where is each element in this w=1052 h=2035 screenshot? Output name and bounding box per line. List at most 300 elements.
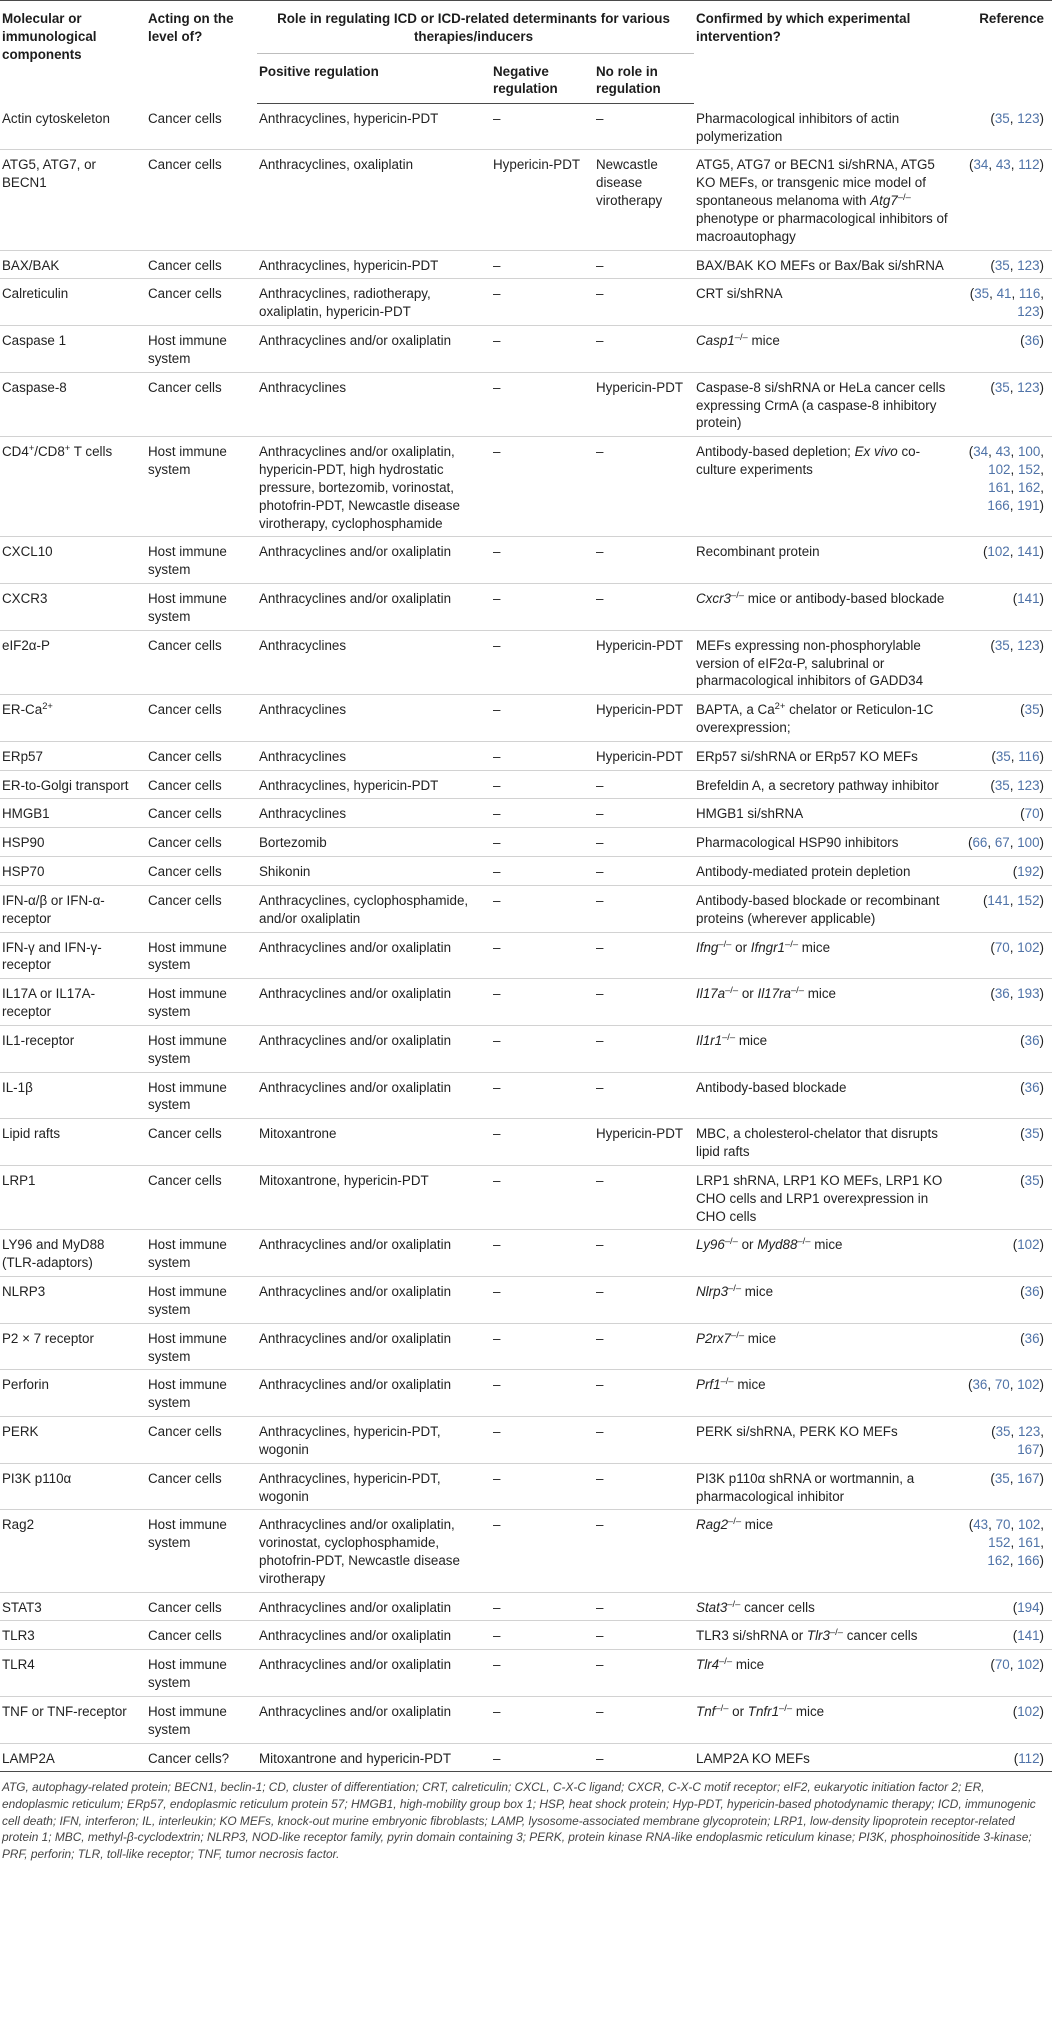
header-positive: Positive regulation: [257, 53, 491, 104]
reference-link[interactable]: 36: [1024, 333, 1040, 349]
cell-level: Host immune system: [146, 1510, 257, 1592]
reference-link[interactable]: 35: [995, 1424, 1011, 1440]
cell-component: Perforin: [0, 1370, 146, 1417]
table-row: [0, 326, 1052, 373]
cell-reference: (34, 43, 100, 102, 152, 161, 162, 166, 191): [962, 437, 1052, 537]
cell-positive: Mitoxantrone and hypericin-PDT: [257, 1743, 491, 1772]
reference-link[interactable]: 141: [1017, 544, 1040, 560]
cell-component: CD4+/CD8+ T cells: [0, 437, 146, 537]
cell-positive: Anthracyclines: [257, 741, 491, 770]
table-row: [0, 1277, 1052, 1324]
reference-link[interactable]: 123: [1017, 257, 1040, 273]
reference-link[interactable]: 152: [1017, 462, 1041, 478]
cell-level: Cancer cells: [146, 770, 257, 799]
reference-link[interactable]: 43: [995, 157, 1011, 173]
cell-intervention: Antibody-based blockade or recombinant proteins (wherever applicable): [694, 885, 962, 932]
cell-intervention: Tlr4–/– mice: [694, 1650, 962, 1697]
header-intervention: Confirmed by which experimental intervention?: [694, 1, 962, 104]
cell-positive: Anthracyclines, hypericin-PDT: [257, 770, 491, 799]
cell-reference: (194): [962, 1592, 1052, 1621]
cell-intervention: Brefeldin A, a secretory pathway inhibitor: [694, 770, 962, 799]
reference-link[interactable]: 102: [1017, 939, 1040, 955]
reference-link[interactable]: 35: [1024, 1172, 1040, 1188]
reference-link[interactable]: 193: [1017, 986, 1040, 1002]
cell-intervention: BAPTA, a $Ca^{2+}$ chelator or Reticulon-1C overexpression;: [694, 695, 962, 742]
cell-norole: –: [594, 1510, 694, 1592]
cell-component: PI3K p110α: [0, 1463, 146, 1510]
cell-positive: Anthracyclines, hypericin-PDT, wogonin: [257, 1463, 491, 1510]
reference-link[interactable]: 102: [1017, 1517, 1041, 1533]
cell-positive: Anthracyclines, hypericin-PDT, wogonin: [257, 1417, 491, 1464]
reference-link[interactable]: 35: [974, 286, 990, 302]
table-row: [0, 1510, 1052, 1592]
cell-level: Host immune system: [146, 1323, 257, 1370]
cell-component: Lipid rafts: [0, 1119, 146, 1166]
cell-positive: Anthracyclines and/or oxaliplatin: [257, 1650, 491, 1697]
reference-link[interactable]: 102: [987, 544, 1010, 560]
cell-reference: (36, 70, 102): [962, 1370, 1052, 1417]
reference-link[interactable]: 36: [1024, 1032, 1040, 1048]
cell-negative: –: [491, 1119, 594, 1166]
reference-link[interactable]: 162: [1017, 479, 1041, 495]
reference-link[interactable]: 112: [1018, 1750, 1040, 1766]
cell-component: $ER-Ca^{2+}$: [0, 695, 146, 742]
reference-link[interactable]: 36: [1024, 1330, 1040, 1346]
table-row: [0, 1417, 1052, 1464]
reference-link[interactable]: 123: [1017, 1424, 1041, 1440]
cell-negative: –: [491, 537, 594, 584]
cell-norole: –: [594, 104, 694, 150]
cell-positive: Anthracyclines, hypericin-PDT: [257, 250, 491, 279]
cell-norole: –: [594, 537, 694, 584]
reference-link[interactable]: 102: [988, 462, 1011, 478]
cell-level: Host immune system: [146, 1230, 257, 1277]
reference-link[interactable]: 35: [994, 110, 1010, 126]
cell-level: Host immune system: [146, 1277, 257, 1324]
reference-link[interactable]: 100: [1017, 835, 1040, 851]
cell-intervention: ERp57 si/shRNA or ERp57 KO MEFs: [694, 741, 962, 770]
cell-negative: –: [491, 1650, 594, 1697]
cell-level: Host immune system: [146, 1650, 257, 1697]
cell-level: Cancer cells: [146, 1463, 257, 1510]
cell-positive: Anthracyclines and/or oxaliplatin: [257, 584, 491, 631]
cell-negative: –: [491, 584, 594, 631]
table-row: [0, 1650, 1052, 1697]
cell-level: Host immune system: [146, 1025, 257, 1072]
cell-level: Cancer cells: [146, 1165, 257, 1229]
cell-norole: –: [594, 885, 694, 932]
cell-intervention: Rag2–/– mice: [694, 1510, 962, 1592]
cell-norole: Hypericin-PDT: [594, 741, 694, 770]
reference-link[interactable]: 102: [1017, 1703, 1040, 1719]
table-row: [0, 741, 1052, 770]
cell-component: LY96 and MyD88 (TLR-adaptors): [0, 1230, 146, 1277]
table-row: [0, 932, 1052, 979]
reference-link[interactable]: 123: [1017, 304, 1040, 320]
cell-level: Host immune system: [146, 979, 257, 1026]
reference-link[interactable]: 123: [1017, 637, 1040, 653]
cell-norole: –: [594, 1463, 694, 1510]
cell-reference: (36): [962, 1025, 1052, 1072]
cell-component: IL1-receptor: [0, 1025, 146, 1072]
table-row: [0, 1025, 1052, 1072]
cell-intervention: Tnf–/– or Tnfr1–/– mice: [694, 1696, 962, 1743]
table-row: [0, 437, 1052, 537]
cell-intervention: TLR3 si/shRNA or Tlr3–/– cancer cells: [694, 1621, 962, 1650]
table-row: [0, 1119, 1052, 1166]
cell-intervention: P2rx7–/– mice: [694, 1323, 962, 1370]
cell-negative: –: [491, 979, 594, 1026]
cell-intervention: PI3K p110α shRNA or wortmannin, a pharmacological inhibitor: [694, 1463, 962, 1510]
cell-component: TLR4: [0, 1650, 146, 1697]
cell-positive: Anthracyclines, cyclophosphamide, and/or oxaliplatin: [257, 885, 491, 932]
cell-reference: (70, 102): [962, 1650, 1052, 1697]
cell-positive: Anthracyclines and/or oxaliplatin, hypericin-PDT, high hydrostatic pressure, bortezomib, vorinostat, photofrin-PDT, Newcastle disease virotherapy, cyclophosphamide: [257, 437, 491, 537]
table-footnote: ATG, autophagy-related protein; BECN1, beclin-1; CD, cluster of differentiation; CRT, calreticulin; CXCL, C-X-C ligand; CXCR, C-X-C motif receptor; eIF2, eukaryotic initiation factor 2; ER, endoplasmic reticulum; ERp57, endoplasmic reticulum protein 57; HMGB1, high-mobility group box 1; HSP, heat shock protein; Hyp-PDT, hypericin-based photodynamic therapy; ICD, immunogenic cell death; IFN, interferon; IL, interleukin; KO MEFs, knock-out murine embryonic fibroblasts; LAMP, lysosome-associated membrane glycoprotein; LRP1, low-density lipoprotein receptor-related protein 1; MBC, methyl-β-cyclodextrin; NLRP3, NOD-like receptor family, pyrin domain containing 3; PERK, protein kinase RNA-like endoplasmic reticulum kinase; PI3K, phosphoinositide 3-kinase; PRF, perforin; TLR, toll-like receptor; TNF, tumor necrosis factor.: [2, 1780, 1036, 1862]
reference-link[interactable]: 123: [1017, 379, 1040, 395]
cell-reference: (66, 67, 100): [962, 828, 1052, 857]
cell-norole: –: [594, 1323, 694, 1370]
cell-component: STAT3: [0, 1592, 146, 1621]
cell-intervention: Stat3–/– cancer cells: [694, 1592, 962, 1621]
reference-link[interactable]: 35: [995, 748, 1011, 764]
cell-level: Host immune system: [146, 1072, 257, 1119]
cell-negative: –: [491, 1370, 594, 1417]
cell-positive: Mitoxantrone, hypericin-PDT: [257, 1165, 491, 1229]
cell-level: Cancer cells: [146, 104, 257, 150]
cell-norole: –: [594, 279, 694, 326]
reference-link[interactable]: 66: [972, 835, 988, 851]
cell-level: Cancer cells: [146, 1417, 257, 1464]
cell-level: Cancer cells: [146, 695, 257, 742]
cell-intervention: Ly96–/– or Myd88–/– mice: [694, 1230, 962, 1277]
cell-positive: Anthracyclines and/or oxaliplatin: [257, 979, 491, 1026]
cell-reference: (35, 123): [962, 372, 1052, 436]
cell-reference: (141, 152): [962, 885, 1052, 932]
cell-norole: –: [594, 326, 694, 373]
reference-link[interactable]: 67: [994, 835, 1010, 851]
cell-level: Cancer cells: [146, 150, 257, 250]
cell-negative: –: [491, 695, 594, 742]
cell-reference: (35, 123): [962, 250, 1052, 279]
cell-level: Host immune system: [146, 584, 257, 631]
cell-norole: –: [594, 437, 694, 537]
reference-link[interactable]: 100: [1017, 444, 1041, 460]
cell-norole: –: [594, 1650, 694, 1697]
cell-reference: (36): [962, 1072, 1052, 1119]
cell-component: NLRP3: [0, 1277, 146, 1324]
reference-link[interactable]: 116: [1018, 748, 1040, 764]
cell-component: TLR3: [0, 1621, 146, 1650]
cell-positive: Anthracyclines and/or oxaliplatin: [257, 537, 491, 584]
cell-reference: (36): [962, 326, 1052, 373]
cell-norole: –: [594, 1417, 694, 1464]
table-row: [0, 828, 1052, 857]
cell-component: Actin cytoskeleton: [0, 104, 146, 150]
cell-level: Cancer cells: [146, 741, 257, 770]
cell-intervention: Prf1–/– mice: [694, 1370, 962, 1417]
cell-norole: Hypericin-PDT: [594, 695, 694, 742]
cell-level: Cancer cells: [146, 630, 257, 694]
reference-link[interactable]: 34: [973, 157, 989, 173]
cell-norole: –: [594, 857, 694, 886]
cell-level: Host immune system: [146, 437, 257, 537]
cell-reference: (36, 193): [962, 979, 1052, 1026]
cell-norole: –: [594, 1230, 694, 1277]
table-row: [0, 770, 1052, 799]
table-row: [0, 1621, 1052, 1650]
reference-link[interactable]: 141: [1017, 591, 1040, 607]
reference-link[interactable]: 70: [994, 1377, 1010, 1393]
reference-link[interactable]: 191: [1017, 497, 1040, 513]
cell-positive: Anthracyclines: [257, 695, 491, 742]
cell-intervention: Il17a–/– or Il17ra–/– mice: [694, 979, 962, 1026]
cell-positive: Anthracyclines and/or oxaliplatin: [257, 1592, 491, 1621]
cell-negative: Hypericin-PDT: [491, 150, 594, 250]
cell-intervention: MEFs expressing non-phosphorylable version of eIF2α-P, salubrinal or pharmacological inhibitors of GADD34: [694, 630, 962, 694]
cell-level: Cancer cells: [146, 1119, 257, 1166]
cell-positive: Anthracyclines and/or oxaliplatin: [257, 1025, 491, 1072]
cell-intervention: Caspase-8 si/shRNA or HeLa cancer cells expressing CrmA (a caspase-8 inhibitory protein): [694, 372, 962, 436]
cell-level: Cancer cells?: [146, 1743, 257, 1772]
cell-component: Caspase-8: [0, 372, 146, 436]
reference-link[interactable]: 70: [994, 1657, 1010, 1673]
cell-reference: (102): [962, 1696, 1052, 1743]
cell-component: Caspase 1: [0, 326, 146, 373]
reference-link[interactable]: 36: [1024, 1079, 1040, 1095]
reference-link[interactable]: 112: [1018, 157, 1040, 173]
cell-positive: Anthracyclines: [257, 372, 491, 436]
cell-negative: –: [491, 104, 594, 150]
cell-intervention: Antibody-based blockade: [694, 1072, 962, 1119]
table-row: [0, 799, 1052, 828]
cell-intervention: Ifng–/– or Ifngr1–/– mice: [694, 932, 962, 979]
cell-level: Host immune system: [146, 1696, 257, 1743]
reference-link[interactable]: 70: [994, 939, 1010, 955]
table-row: [0, 1743, 1052, 1772]
cell-component: LAMP2A: [0, 1743, 146, 1772]
table-row: [0, 630, 1052, 694]
reference-link[interactable]: 43: [973, 1517, 989, 1533]
cell-reference: (36): [962, 1277, 1052, 1324]
cell-reference: (35, 123): [962, 770, 1052, 799]
cell-level: Cancer cells: [146, 372, 257, 436]
cell-negative: –: [491, 799, 594, 828]
cell-positive: Anthracyclines and/or oxaliplatin: [257, 932, 491, 979]
reference-link[interactable]: 152: [988, 1535, 1011, 1551]
cell-negative: –: [491, 279, 594, 326]
cell-norole: –: [594, 979, 694, 1026]
reference-link[interactable]: 34: [973, 444, 989, 460]
cell-negative: –: [491, 828, 594, 857]
cell-norole: –: [594, 250, 694, 279]
cell-component: HMGB1: [0, 799, 146, 828]
cell-reference: (43, 70, 102, 152, 161, 162, 166): [962, 1510, 1052, 1592]
reference-link[interactable]: 123: [1017, 777, 1040, 793]
cell-reference: (35): [962, 1119, 1052, 1166]
reference-link[interactable]: 194: [1017, 1599, 1040, 1615]
reference-link[interactable]: 35: [1024, 1126, 1040, 1142]
reference-link[interactable]: 43: [995, 444, 1011, 460]
cell-negative: –: [491, 326, 594, 373]
cell-norole: –: [594, 932, 694, 979]
cell-negative: –: [491, 1621, 594, 1650]
cell-component: IL-1β: [0, 1072, 146, 1119]
cell-intervention: LAMP2A KO MEFs: [694, 1743, 962, 1772]
cell-component: Calreticulin: [0, 279, 146, 326]
table-row: [0, 1463, 1052, 1510]
reference-link[interactable]: 36: [1024, 1284, 1040, 1300]
cell-positive: Shikonin: [257, 857, 491, 886]
cell-negative: –: [491, 885, 594, 932]
cell-component: ERp57: [0, 741, 146, 770]
cell-component: IFN-α/β or IFN-α-receptor: [0, 885, 146, 932]
cell-component: ATG5, ATG7, or BECN1: [0, 150, 146, 250]
table-header: [0, 1, 1052, 104]
reference-link[interactable]: 162: [987, 1552, 1010, 1568]
cell-positive: Anthracyclines and/or oxaliplatin: [257, 326, 491, 373]
cell-level: Cancer cells: [146, 857, 257, 886]
cell-component: IFN-γ and IFN-γ-receptor: [0, 932, 146, 979]
cell-negative: –: [491, 1463, 594, 1510]
cell-norole: –: [594, 1370, 694, 1417]
cell-reference: (36): [962, 1323, 1052, 1370]
cell-intervention: HMGB1 si/shRNA: [694, 799, 962, 828]
cell-intervention: BAX/BAK KO MEFs or Bax/Bak si/shRNA: [694, 250, 962, 279]
cell-component: P2 × 7 receptor: [0, 1323, 146, 1370]
table-row: [0, 372, 1052, 436]
header-reference: Reference: [962, 1, 1052, 104]
reference-link[interactable]: 36: [972, 1377, 988, 1393]
cell-negative: –: [491, 250, 594, 279]
reference-link[interactable]: 35: [994, 777, 1010, 793]
cell-reference: (35, 123): [962, 104, 1052, 150]
cell-negative: –: [491, 1072, 594, 1119]
reference-link[interactable]: 192: [1017, 864, 1040, 880]
reference-link[interactable]: 35: [994, 257, 1010, 273]
cell-reference: (70, 102): [962, 932, 1052, 979]
cell-negative: –: [491, 1417, 594, 1464]
reference-link[interactable]: 123: [1017, 110, 1040, 126]
cell-norole: Hypericin-PDT: [594, 372, 694, 436]
reference-link[interactable]: 161: [988, 479, 1011, 495]
cell-positive: Bortezomib: [257, 828, 491, 857]
cell-component: LRP1: [0, 1165, 146, 1229]
reference-link[interactable]: 41: [996, 286, 1012, 302]
cell-negative: –: [491, 1696, 594, 1743]
cell-reference: (35, 41, 116, 123): [962, 279, 1052, 326]
reference-link[interactable]: 141: [987, 892, 1010, 908]
cell-intervention: Antibody-based depletion; Ex vivo co-culture experiments: [694, 437, 962, 537]
header-negative: Negative regulation: [491, 53, 594, 104]
table-row: [0, 1230, 1052, 1277]
cell-positive: Anthracyclines and/or oxaliplatin: [257, 1621, 491, 1650]
cell-positive: Anthracyclines and/or oxaliplatin: [257, 1696, 491, 1743]
cell-reference: (112): [962, 1743, 1052, 1772]
cell-component: CXCL10: [0, 537, 146, 584]
table-row: [0, 979, 1052, 1026]
cell-reference: (35, 167): [962, 1463, 1052, 1510]
cell-intervention: LRP1 shRNA, LRP1 KO MEFs, LRP1 KO CHO cells and LRP1 overexpression in CHO cells: [694, 1165, 962, 1229]
reference-link[interactable]: 166: [987, 497, 1010, 513]
table-row: [0, 695, 1052, 742]
reference-link[interactable]: 167: [1017, 1441, 1040, 1457]
cell-negative: –: [491, 437, 594, 537]
cell-norole: –: [594, 1277, 694, 1324]
reference-link[interactable]: 70: [995, 1517, 1011, 1533]
table-row: [0, 1370, 1052, 1417]
cell-component: TNF or TNF-receptor: [0, 1696, 146, 1743]
cell-reference: (141): [962, 1621, 1052, 1650]
cell-norole: –: [594, 828, 694, 857]
reference-link[interactable]: 35: [1024, 702, 1040, 718]
cell-reference: (35): [962, 1165, 1052, 1229]
table-row: [0, 885, 1052, 932]
cell-intervention: Antibody-mediated protein depletion: [694, 857, 962, 886]
table-row: [0, 104, 1052, 150]
cell-component: BAX/BAK: [0, 250, 146, 279]
reference-link[interactable]: 141: [1017, 1628, 1040, 1644]
cell-positive: Mitoxantrone: [257, 1119, 491, 1166]
cell-positive: Anthracyclines and/or oxaliplatin: [257, 1277, 491, 1324]
reference-link[interactable]: 166: [1017, 1552, 1040, 1568]
cell-negative: –: [491, 1592, 594, 1621]
reference-link[interactable]: 102: [1017, 1657, 1040, 1673]
cell-positive: Anthracyclines, radiotherapy, oxaliplatin, hypericin-PDT: [257, 279, 491, 326]
cell-level: Cancer cells: [146, 828, 257, 857]
cell-reference: (192): [962, 857, 1052, 886]
reference-link[interactable]: 35: [994, 1470, 1010, 1486]
reference-link[interactable]: 35: [994, 637, 1010, 653]
cell-component: eIF2α-P: [0, 630, 146, 694]
cell-positive: Anthracyclines and/or oxaliplatin: [257, 1323, 491, 1370]
cell-intervention: Il1r1–/– mice: [694, 1025, 962, 1072]
cell-norole: –: [594, 1165, 694, 1229]
cell-reference: (141): [962, 584, 1052, 631]
cell-intervention: Pharmacological HSP90 inhibitors: [694, 828, 962, 857]
cell-positive: Anthracyclines and/or oxaliplatin: [257, 1370, 491, 1417]
reference-link[interactable]: 116: [1018, 286, 1041, 302]
reference-link[interactable]: 35: [994, 379, 1010, 395]
cell-reference: (102): [962, 1230, 1052, 1277]
table-row: [0, 1072, 1052, 1119]
reference-link[interactable]: 167: [1017, 1470, 1040, 1486]
cell-norole: Hypericin-PDT: [594, 630, 694, 694]
cell-positive: Anthracyclines: [257, 630, 491, 694]
cell-negative: –: [491, 372, 594, 436]
table-row: [0, 857, 1052, 886]
cell-intervention: Casp1–/– mice: [694, 326, 962, 373]
reference-link[interactable]: 102: [1017, 1377, 1040, 1393]
reference-link[interactable]: 36: [994, 986, 1010, 1002]
reference-link[interactable]: 152: [1017, 892, 1040, 908]
cell-reference: (35, 123, 167): [962, 1417, 1052, 1464]
cell-norole: –: [594, 1592, 694, 1621]
reference-link[interactable]: 161: [1017, 1535, 1041, 1551]
cell-reference: (35, 116): [962, 741, 1052, 770]
table-body: [0, 104, 1052, 1772]
cell-intervention: MBC, a cholesterol-chelator that disrupts lipid rafts: [694, 1119, 962, 1166]
cell-level: Host immune system: [146, 537, 257, 584]
cell-reference: (102, 141): [962, 537, 1052, 584]
cell-negative: –: [491, 770, 594, 799]
reference-link[interactable]: 102: [1017, 1237, 1040, 1253]
cell-norole: –: [594, 1696, 694, 1743]
cell-negative: –: [491, 932, 594, 979]
cell-negative: –: [491, 1510, 594, 1592]
reference-link[interactable]: 70: [1024, 806, 1040, 822]
cell-norole: –: [594, 1025, 694, 1072]
